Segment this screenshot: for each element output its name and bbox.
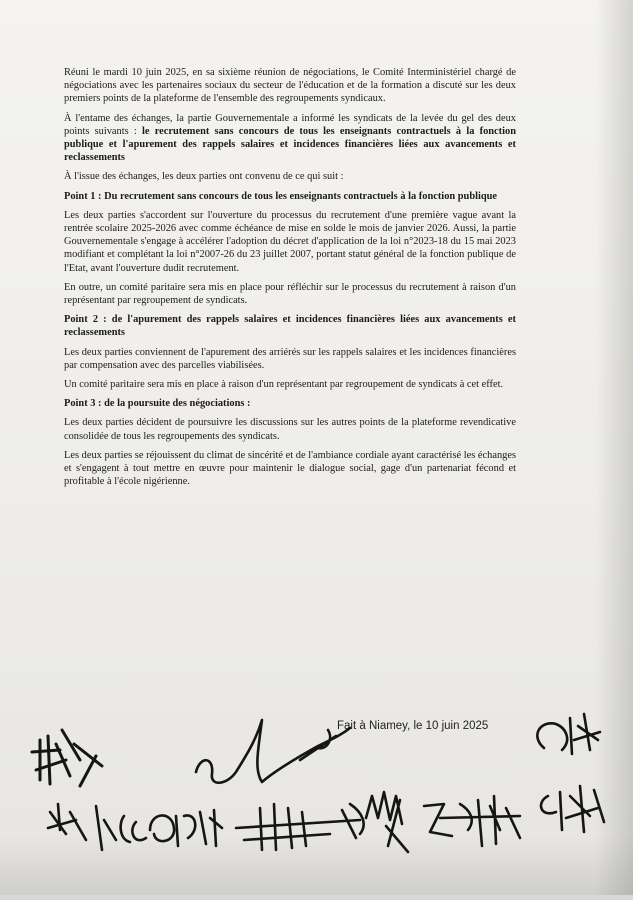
entame-paragraph [64, 112, 516, 165]
signatures-drawing [0, 700, 633, 895]
signature-1 [32, 730, 102, 786]
signature-3 [537, 714, 600, 754]
issue-paragraph: À l'issue des échanges, les deux parties ont convenu de ce qui suit : [64, 171, 344, 183]
signature-8 [366, 792, 408, 852]
signature-5 [96, 806, 146, 850]
point3-paragraph-2: Les deux parties se réjouissent du climat de sincérité et de l'ambiance cordiale ayant caractérisé les échanges et s'engagent à tout mettre en œuvre pour maintenir le dialogue social, gage d'un partenariat fécond et profitable à l'école nigérienne. [64, 449, 516, 488]
point3-title: Point 3 : de la poursuite des négociations : [64, 398, 251, 410]
signature-4 [48, 804, 86, 840]
point1-title: Point 1 : Du recrutement sans concours de tous les enseignants contractuels à la fonction publique [64, 190, 498, 202]
point2-title: Point 2 : de l'apurement des rappels salaires et incidences financières liées aux avancements et reclassements [64, 314, 516, 339]
signature-2 [196, 720, 350, 783]
document-body [64, 66, 516, 494]
signature-9 [424, 796, 520, 846]
signatures-area [0, 700, 633, 895]
signature-6 [150, 810, 222, 846]
point2-paragraph-2: Un comité paritaire sera mis en place à raison d'un représentant par regroupement de syndicats à cet effet. [64, 379, 504, 391]
signature-10 [541, 786, 604, 832]
signature-7 [236, 804, 364, 850]
point3-paragraph-1: Les deux parties décident de poursuivre les discussions sur les autres points de la plateforme revendicative consolidée de tous les regroupements des syndicats. [64, 417, 516, 442]
intro-paragraph: Réuni le mardi 10 juin 2025, en sa sixième réunion de négociations, le Comité Interministériel chargé de négociations avec les partenaires sociaux du secteur de l'éducation et de la formation a discuté sur les deux premiers points de la plateforme de l'ensemble des regroupements syndicaux. [64, 67, 516, 105]
entame-lead: À l'entame des échanges, la partie Gouvernementale a informé les syndicats de la levée du gel des deux points suivants : [64, 112, 516, 137]
place-date: Fait à Niamey, le 10 juin 2025 [337, 720, 489, 732]
point1-paragraph-1: Les deux parties s'accordent sur l'ouverture du processus du recrutement d'une première vague avant la rentrée scolaire 2025-2026 avec comme échéance de mise en solde le mois de janvier 2026. Aussi, la partie Gouvernementale s'engage à accélérer l'adoption du décret d'application de la loi n°2023-18 du 15 mai 2023 modifiant et complétant la loi n°2007-26 du 23 juillet 2007, portant statut général de la fonction publique de l'Etat, avant l'ouverture dudit recrutement. [64, 209, 516, 274]
point1-paragraph-2: En outre, un comité paritaire sera mis en place pour réfléchir sur le processus du recrutement à raison d'un représentant par regroupement de syndicats. [64, 281, 516, 307]
entame-bold-points: le recrutement sans concours de tous les enseignants contractuels à la fonction publique et l'apurement des rappels salaires et incidences financières liées aux avancements et reclassements [64, 125, 516, 164]
point2-paragraph-1: Les deux parties conviennent de l'apurement des arriérés sur les rappels salaires et les incidences financières par compensation avec des parcelles viabilisées. [64, 346, 516, 371]
